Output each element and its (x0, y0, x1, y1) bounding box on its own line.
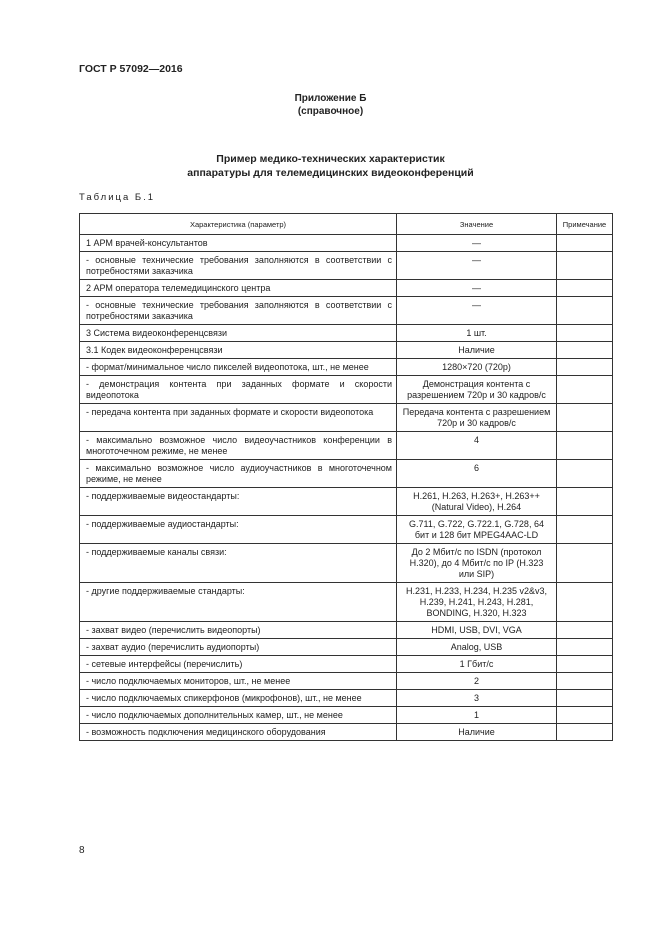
table-row (80, 724, 613, 741)
document-title (0, 152, 661, 180)
parameter-cell: - поддерживаемые аудиостандарты: (80, 516, 397, 544)
table-row (80, 673, 613, 690)
parameter-cell: - основные технические требования заполняются в соответствии с потребностями заказчика (80, 297, 397, 325)
note-cell (557, 690, 613, 707)
specifications-table (79, 213, 613, 741)
value-cell: 2 (397, 673, 557, 690)
parameter-cell: 2 АРМ оператора телемедицинского центра (80, 280, 397, 297)
note-cell (557, 404, 613, 432)
note-cell (557, 432, 613, 460)
note-cell (557, 460, 613, 488)
table-row (80, 297, 613, 325)
value-cell: Наличие (397, 724, 557, 741)
parameter-cell: - поддерживаемые каналы связи: (80, 544, 397, 583)
value-cell: Передача контента с разрешением 720p и 30 кадров/с (397, 404, 557, 432)
parameter-cell: - формат/минимальное число пикселей видеопотока, шт., не менее (80, 359, 397, 376)
note-cell (557, 235, 613, 252)
parameter-cell: - передача контента при заданных формате и скорости видеопотока (80, 404, 397, 432)
header-note: Примечание (557, 214, 613, 235)
note-cell (557, 252, 613, 280)
note-cell (557, 342, 613, 359)
table-row (80, 639, 613, 656)
parameter-cell: - число подключаемых спикерфонов (микрофонов), шт., не менее (80, 690, 397, 707)
header-parameter: Характеристика (параметр) (80, 214, 397, 235)
value-cell: 1280×720 (720p) (397, 359, 557, 376)
value-cell: — (397, 235, 557, 252)
parameter-cell: - другие поддерживаемые стандарты: (80, 583, 397, 622)
parameter-cell: - максимально возможное число видеоучастников конференции в многоточечном режиме, не менее (80, 432, 397, 460)
table-row (80, 460, 613, 488)
table-row (80, 342, 613, 359)
table-row (80, 432, 613, 460)
table-row (80, 690, 613, 707)
table-row (80, 252, 613, 280)
note-cell (557, 488, 613, 516)
parameter-cell: - максимально возможное число аудиоучастников в многоточечном режиме, не менее (80, 460, 397, 488)
value-cell: H.261, H.263, H.263+, H.263++ (Natural Video), H.264 (397, 488, 557, 516)
note-cell (557, 724, 613, 741)
table-row (80, 280, 613, 297)
parameter-cell: - захват аудио (перечислить аудиопорты) (80, 639, 397, 656)
value-cell: 1 (397, 707, 557, 724)
value-cell: Демонстрация контента с разрешением 720p и 30 кадров/с (397, 376, 557, 404)
parameter-cell: 3.1 Кодек видеоконференцсвязи (80, 342, 397, 359)
parameter-cell: - основные технические требования заполняются в соответствии с потребностями заказчика (80, 252, 397, 280)
header-value: Значение (397, 214, 557, 235)
appendix-subtitle: (справочное) (297, 106, 364, 117)
parameter-cell: - возможность подключения медицинского оборудования (80, 724, 397, 741)
note-cell (557, 376, 613, 404)
table-row (80, 235, 613, 252)
note-cell (557, 325, 613, 342)
parameter-cell: 1 АРМ врачей-консультантов (80, 235, 397, 252)
table-row (80, 656, 613, 673)
value-cell: — (397, 252, 557, 280)
note-cell (557, 707, 613, 724)
table-row (80, 325, 613, 342)
note-cell (557, 516, 613, 544)
table-row (80, 359, 613, 376)
value-cell: HDMI, USB, DVI, VGA (397, 622, 557, 639)
parameter-cell: - сетевые интерфейсы (перечислить) (80, 656, 397, 673)
table-label: Таблица Б.1 (79, 192, 156, 203)
parameter-cell: - демонстрация контента при заданных формате и скорости видеопотока (80, 376, 397, 404)
title-line-1: Пример медико-технических характеристик (216, 153, 445, 165)
table-row (80, 488, 613, 516)
value-cell: 1 Гбит/с (397, 656, 557, 673)
table-row (80, 376, 613, 404)
note-cell (557, 544, 613, 583)
note-cell (557, 639, 613, 656)
note-cell (557, 359, 613, 376)
value-cell: 6 (397, 460, 557, 488)
value-cell: 1 шт. (397, 325, 557, 342)
appendix-heading (0, 92, 661, 118)
value-cell: G.711, G.722, G.722.1, G.728, 64 бит и 128 бит MPEG4AAC-LD (397, 516, 557, 544)
value-cell: 4 (397, 432, 557, 460)
table-row (80, 707, 613, 724)
parameter-cell: - захват видео (перечислить видеопорты) (80, 622, 397, 639)
title-line-2: аппаратуры для телемедицинских видеоконференций (187, 167, 474, 179)
parameter-cell: - число подключаемых дополнительных камер, шт., не менее (80, 707, 397, 724)
parameter-cell: - число подключаемых мониторов, шт., не менее (80, 673, 397, 690)
table-header-row (80, 214, 613, 235)
note-cell (557, 673, 613, 690)
note-cell (557, 583, 613, 622)
note-cell (557, 297, 613, 325)
note-cell (557, 622, 613, 639)
table-row (80, 404, 613, 432)
value-cell: До 2 Мбит/с по ISDN (протокол H.320), до 4 Мбит/с по IP (H.323 или SIP) (397, 544, 557, 583)
parameter-cell: 3 Система видеоконференцсвязи (80, 325, 397, 342)
appendix-title: Приложение Б (294, 93, 367, 104)
standard-number: ГОСТ Р 57092—2016 (79, 63, 183, 75)
parameter-cell: - поддерживаемые видеостандарты: (80, 488, 397, 516)
table-row (80, 516, 613, 544)
value-cell: — (397, 297, 557, 325)
value-cell: Наличие (397, 342, 557, 359)
table-row (80, 544, 613, 583)
value-cell: 3 (397, 690, 557, 707)
value-cell: — (397, 280, 557, 297)
note-cell (557, 656, 613, 673)
value-cell: H.231, H.233, H.234, H.235 v2&v3, H.239, H.241, H.243, H.281, BONDING, H.320, H.323 (397, 583, 557, 622)
note-cell (557, 280, 613, 297)
value-cell: Analog, USB (397, 639, 557, 656)
table-row (80, 622, 613, 639)
table-row (80, 583, 613, 622)
page-number: 8 (79, 845, 85, 856)
